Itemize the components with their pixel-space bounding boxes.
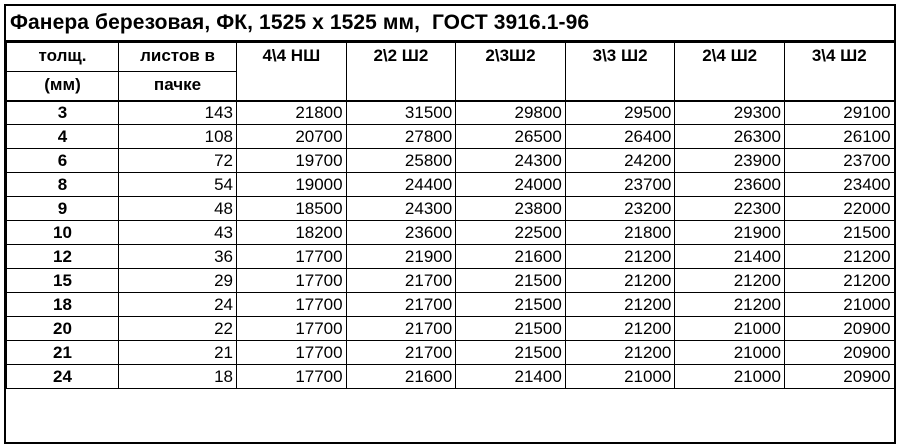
price-cell: 22300 bbox=[675, 197, 785, 221]
header-grade: 4\4 НШ bbox=[237, 43, 347, 101]
table-row bbox=[7, 173, 895, 197]
price-cell: 20900 bbox=[784, 365, 894, 389]
sheets-cell: 22 bbox=[119, 317, 237, 341]
sheets-cell: 108 bbox=[119, 125, 237, 149]
price-cell: 21200 bbox=[565, 317, 675, 341]
price-table bbox=[6, 42, 895, 389]
sheets-cell: 29 bbox=[119, 269, 237, 293]
price-cell: 23700 bbox=[565, 173, 675, 197]
price-cell: 21000 bbox=[675, 317, 785, 341]
price-cell: 21200 bbox=[565, 245, 675, 269]
header-grade: 2\2 Ш2 bbox=[346, 43, 456, 101]
table-row bbox=[7, 293, 895, 317]
table-row bbox=[7, 269, 895, 293]
price-cell: 22000 bbox=[784, 197, 894, 221]
price-cell: 21400 bbox=[456, 365, 566, 389]
price-cell: 26300 bbox=[675, 125, 785, 149]
price-cell: 21200 bbox=[675, 293, 785, 317]
thickness-cell: 3 bbox=[7, 101, 119, 125]
thickness-cell: 12 bbox=[7, 245, 119, 269]
price-cell: 21800 bbox=[565, 221, 675, 245]
sheets-cell: 43 bbox=[119, 221, 237, 245]
price-cell: 26100 bbox=[784, 125, 894, 149]
table-row bbox=[7, 197, 895, 221]
price-cell: 20900 bbox=[784, 317, 894, 341]
thickness-cell: 4 bbox=[7, 125, 119, 149]
price-cell: 21500 bbox=[456, 293, 566, 317]
price-cell: 27800 bbox=[346, 125, 456, 149]
price-cell: 23200 bbox=[565, 197, 675, 221]
sheets-cell: 24 bbox=[119, 293, 237, 317]
price-cell: 26400 bbox=[565, 125, 675, 149]
price-cell: 24300 bbox=[346, 197, 456, 221]
price-cell: 24400 bbox=[346, 173, 456, 197]
price-cell: 21400 bbox=[675, 245, 785, 269]
price-cell: 24300 bbox=[456, 149, 566, 173]
thickness-cell: 10 bbox=[7, 221, 119, 245]
price-cell: 21500 bbox=[456, 269, 566, 293]
header-grade: 3\4 Ш2 bbox=[784, 43, 894, 101]
price-cell: 21200 bbox=[565, 293, 675, 317]
price-cell: 21200 bbox=[784, 245, 894, 269]
table-row bbox=[7, 365, 895, 389]
thickness-cell: 9 bbox=[7, 197, 119, 221]
price-cell: 21700 bbox=[346, 269, 456, 293]
header-sheets-line2: пачке bbox=[119, 72, 237, 101]
price-cell: 23600 bbox=[675, 173, 785, 197]
table-title: Фанера березовая, ФК, 1525 х 1525 мм, ГОСТ 3916.1-96 bbox=[6, 6, 894, 42]
price-cell: 23800 bbox=[456, 197, 566, 221]
sheets-cell: 72 bbox=[119, 149, 237, 173]
price-cell: 29100 bbox=[784, 101, 894, 125]
sheets-cell: 36 bbox=[119, 245, 237, 269]
table-row bbox=[7, 125, 895, 149]
price-cell: 19700 bbox=[237, 149, 347, 173]
price-cell: 21200 bbox=[565, 341, 675, 365]
price-cell: 21500 bbox=[456, 341, 566, 365]
thickness-cell: 6 bbox=[7, 149, 119, 173]
table-row bbox=[7, 317, 895, 341]
price-cell: 17700 bbox=[237, 365, 347, 389]
price-cell: 21900 bbox=[346, 245, 456, 269]
price-cell: 20900 bbox=[784, 341, 894, 365]
thickness-cell: 8 bbox=[7, 173, 119, 197]
price-cell: 21500 bbox=[456, 317, 566, 341]
price-cell: 21000 bbox=[784, 293, 894, 317]
price-cell: 26500 bbox=[456, 125, 566, 149]
price-cell: 17700 bbox=[237, 317, 347, 341]
price-cell: 17700 bbox=[237, 293, 347, 317]
table-row bbox=[7, 101, 895, 125]
price-cell: 23700 bbox=[784, 149, 894, 173]
price-cell: 21600 bbox=[456, 245, 566, 269]
thickness-cell: 24 bbox=[7, 365, 119, 389]
price-cell: 21900 bbox=[675, 221, 785, 245]
price-cell: 21700 bbox=[346, 317, 456, 341]
price-cell: 21200 bbox=[675, 269, 785, 293]
price-cell: 21500 bbox=[784, 221, 894, 245]
price-cell: 22500 bbox=[456, 221, 566, 245]
price-cell: 24200 bbox=[565, 149, 675, 173]
price-cell: 21200 bbox=[565, 269, 675, 293]
price-cell: 21600 bbox=[346, 365, 456, 389]
price-cell: 24000 bbox=[456, 173, 566, 197]
sheets-cell: 21 bbox=[119, 341, 237, 365]
price-cell: 21700 bbox=[346, 341, 456, 365]
price-cell: 17700 bbox=[237, 341, 347, 365]
sheets-cell: 143 bbox=[119, 101, 237, 125]
price-cell: 21700 bbox=[346, 293, 456, 317]
table-row bbox=[7, 221, 895, 245]
price-cell: 23900 bbox=[675, 149, 785, 173]
table-body bbox=[7, 101, 895, 389]
header-grade: 2\3Ш2 bbox=[456, 43, 566, 101]
thickness-cell: 20 bbox=[7, 317, 119, 341]
table-row bbox=[7, 341, 895, 365]
table-row bbox=[7, 245, 895, 269]
price-cell: 31500 bbox=[346, 101, 456, 125]
price-cell: 18200 bbox=[237, 221, 347, 245]
price-cell: 20700 bbox=[237, 125, 347, 149]
header-thickness-line1: толщ. bbox=[7, 43, 119, 72]
thickness-cell: 18 bbox=[7, 293, 119, 317]
price-cell: 23400 bbox=[784, 173, 894, 197]
price-cell: 21000 bbox=[675, 341, 785, 365]
price-cell: 21000 bbox=[675, 365, 785, 389]
header-sheets-line1: листов в bbox=[119, 43, 237, 72]
price-cell: 29300 bbox=[675, 101, 785, 125]
price-cell: 23600 bbox=[346, 221, 456, 245]
header-thickness-line2: (мм) bbox=[7, 72, 119, 101]
header-grade: 2\4 Ш2 bbox=[675, 43, 785, 101]
price-cell: 21800 bbox=[237, 101, 347, 125]
price-cell: 29800 bbox=[456, 101, 566, 125]
header-grade: 3\3 Ш2 bbox=[565, 43, 675, 101]
price-cell: 21000 bbox=[565, 365, 675, 389]
sheets-cell: 48 bbox=[119, 197, 237, 221]
price-cell: 18500 bbox=[237, 197, 347, 221]
thickness-cell: 15 bbox=[7, 269, 119, 293]
sheets-cell: 18 bbox=[119, 365, 237, 389]
price-cell: 25800 bbox=[346, 149, 456, 173]
price-cell: 17700 bbox=[237, 245, 347, 269]
sheets-cell: 54 bbox=[119, 173, 237, 197]
header-row bbox=[7, 43, 895, 72]
price-cell: 19000 bbox=[237, 173, 347, 197]
table-row bbox=[7, 149, 895, 173]
price-cell: 29500 bbox=[565, 101, 675, 125]
price-cell: 17700 bbox=[237, 269, 347, 293]
price-cell: 21200 bbox=[784, 269, 894, 293]
price-sheet bbox=[4, 4, 896, 444]
thickness-cell: 21 bbox=[7, 341, 119, 365]
